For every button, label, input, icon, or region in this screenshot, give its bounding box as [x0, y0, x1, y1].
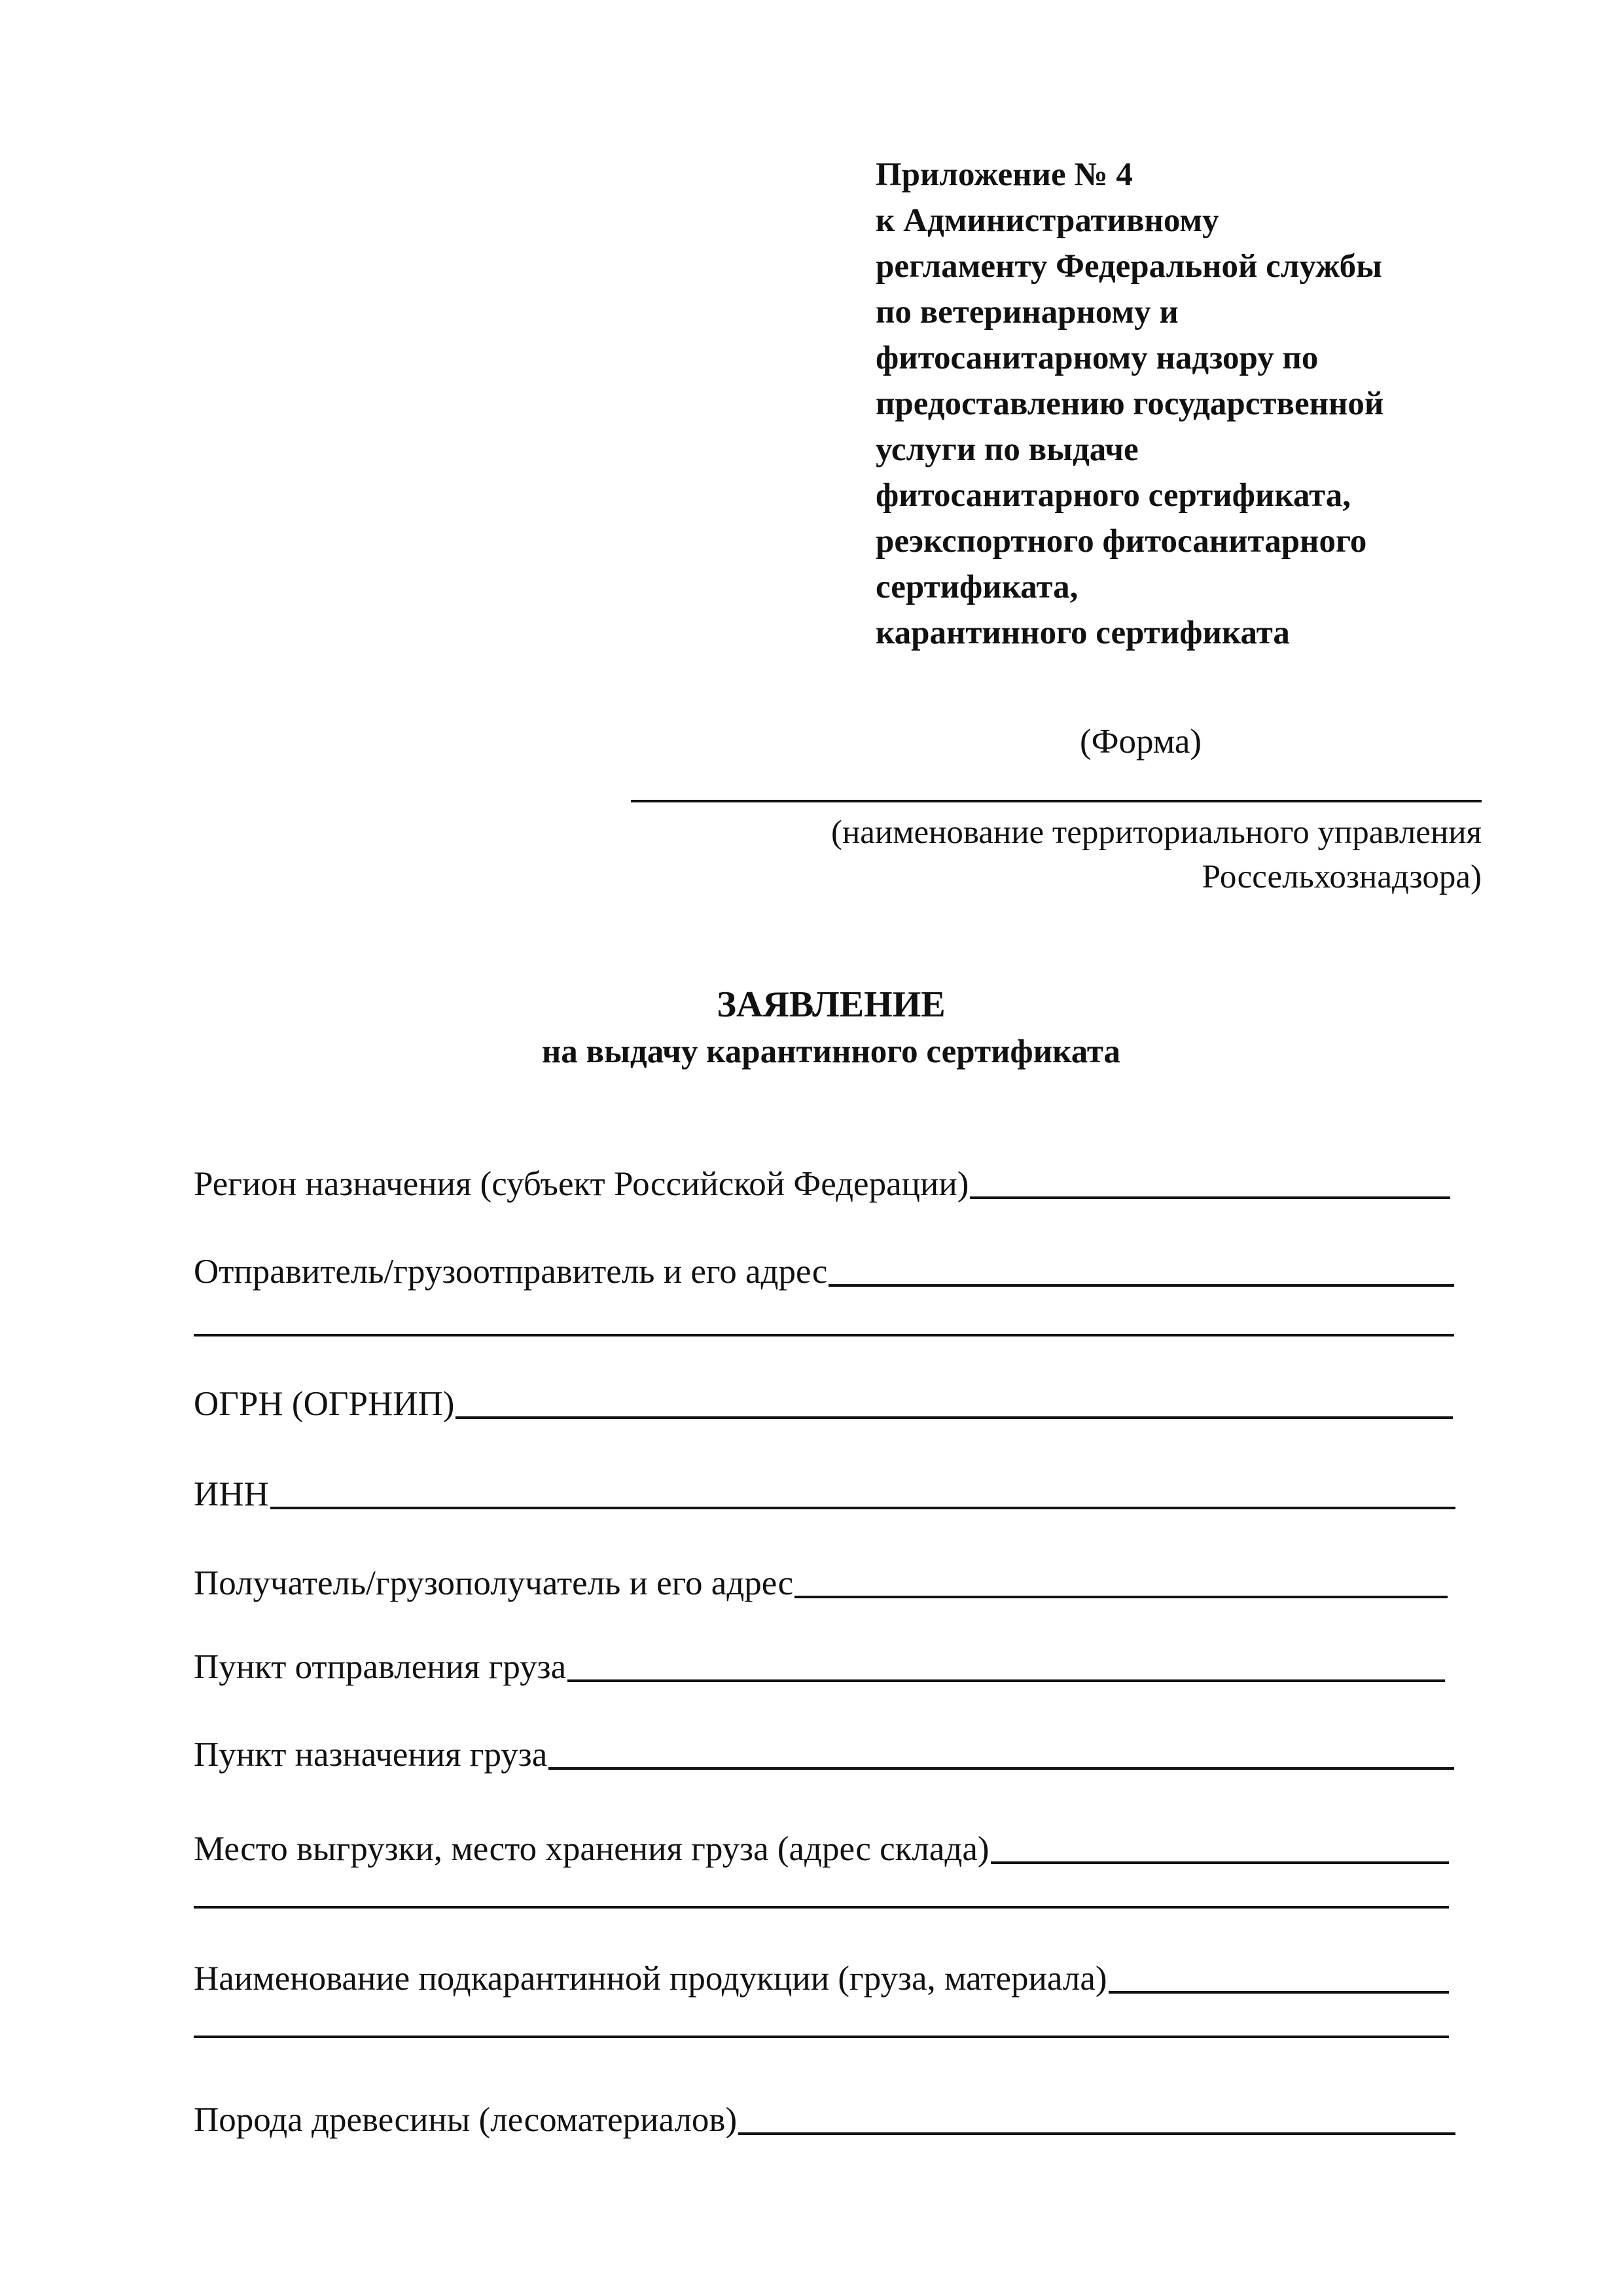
field-ogrn [194, 1381, 1453, 1427]
unloading-place-input-line-continuation[interactable] [194, 1906, 1449, 1909]
field-label: ОГРН (ОГРНИП) [194, 1385, 455, 1423]
field-label: Регион назначения (субъект Российской Федерации) [194, 1165, 969, 1203]
destination-point-input-line[interactable] [548, 1767, 1454, 1770]
field-unloading-place [194, 1826, 1449, 1872]
field-label: Пункт отправления груза [194, 1648, 567, 1686]
departure-point-input-line[interactable] [567, 1679, 1445, 1682]
field-label: Место выгрузки, место хранения груза (адрес склада) [194, 1830, 990, 1868]
appendix-line: предоставлению государственной [876, 386, 1384, 422]
appendix-line: карантинного сертификата [876, 615, 1290, 651]
product-name-input-line-continuation[interactable] [194, 2036, 1449, 2038]
appendix-line: услуги по выдаче [876, 431, 1139, 468]
appendix-line: регламенту Федеральной службы [876, 248, 1382, 285]
unloading-place-input-line[interactable] [991, 1861, 1449, 1864]
recipient-input-line[interactable] [794, 1596, 1448, 1598]
ogrn-input-line[interactable] [455, 1416, 1453, 1419]
field-label: Пункт назначения груза [194, 1736, 548, 1774]
field-recipient [194, 1560, 1448, 1606]
wood-species-input-line[interactable] [738, 2132, 1455, 2135]
field-label: Наименование подкарантинной продукции (груза, материала) [194, 1960, 1107, 1998]
appendix-line: реэкспортного фитосанитарного [876, 523, 1367, 560]
field-sender [194, 1249, 1454, 1295]
form-label: (Форма) [1080, 723, 1202, 761]
appendix-header [876, 152, 1537, 656]
field-region [194, 1161, 1450, 1207]
field-label: Получатель/грузополучатель и его адрес [194, 1564, 794, 1602]
document-title: ЗАЯВЛЕНИЕ [717, 984, 946, 1025]
field-label: Отправитель/грузоотправитель и его адрес [194, 1253, 828, 1291]
field-departure-point [194, 1644, 1445, 1690]
field-wood-species [194, 2097, 1455, 2143]
appendix-line: фитосанитарного сертификата, [876, 477, 1351, 514]
field-destination-point [194, 1732, 1454, 1778]
appendix-line: к Административному [876, 202, 1219, 239]
appendix-line: фитосанитарному надзору по [876, 340, 1319, 376]
authority-caption [631, 810, 1482, 899]
field-product-name [194, 1956, 1449, 2001]
sender-input-line[interactable] [829, 1284, 1454, 1287]
appendix-line: по ветеринарному и [876, 294, 1179, 331]
authority-caption-line: Россельхознадзора) [1202, 859, 1482, 895]
appendix-line: сертификата, [876, 569, 1079, 605]
inn-input-line[interactable] [270, 1507, 1455, 1509]
region-input-line[interactable] [970, 1196, 1450, 1199]
field-inn [194, 1471, 1455, 1517]
authority-name-field[interactable] [631, 800, 1482, 802]
authority-caption-line: (наименование территориального управления [830, 814, 1482, 851]
field-label: ИНН [194, 1475, 269, 1513]
product-name-input-line[interactable] [1109, 1991, 1450, 1994]
sender-input-line-continuation[interactable] [194, 1334, 1454, 1336]
field-label: Порода древесины (лесоматериалов) [194, 2101, 738, 2139]
appendix-line: Приложение № 4 [876, 156, 1133, 193]
document-subtitle: на выдачу карантинного сертификата [541, 1033, 1121, 1070]
